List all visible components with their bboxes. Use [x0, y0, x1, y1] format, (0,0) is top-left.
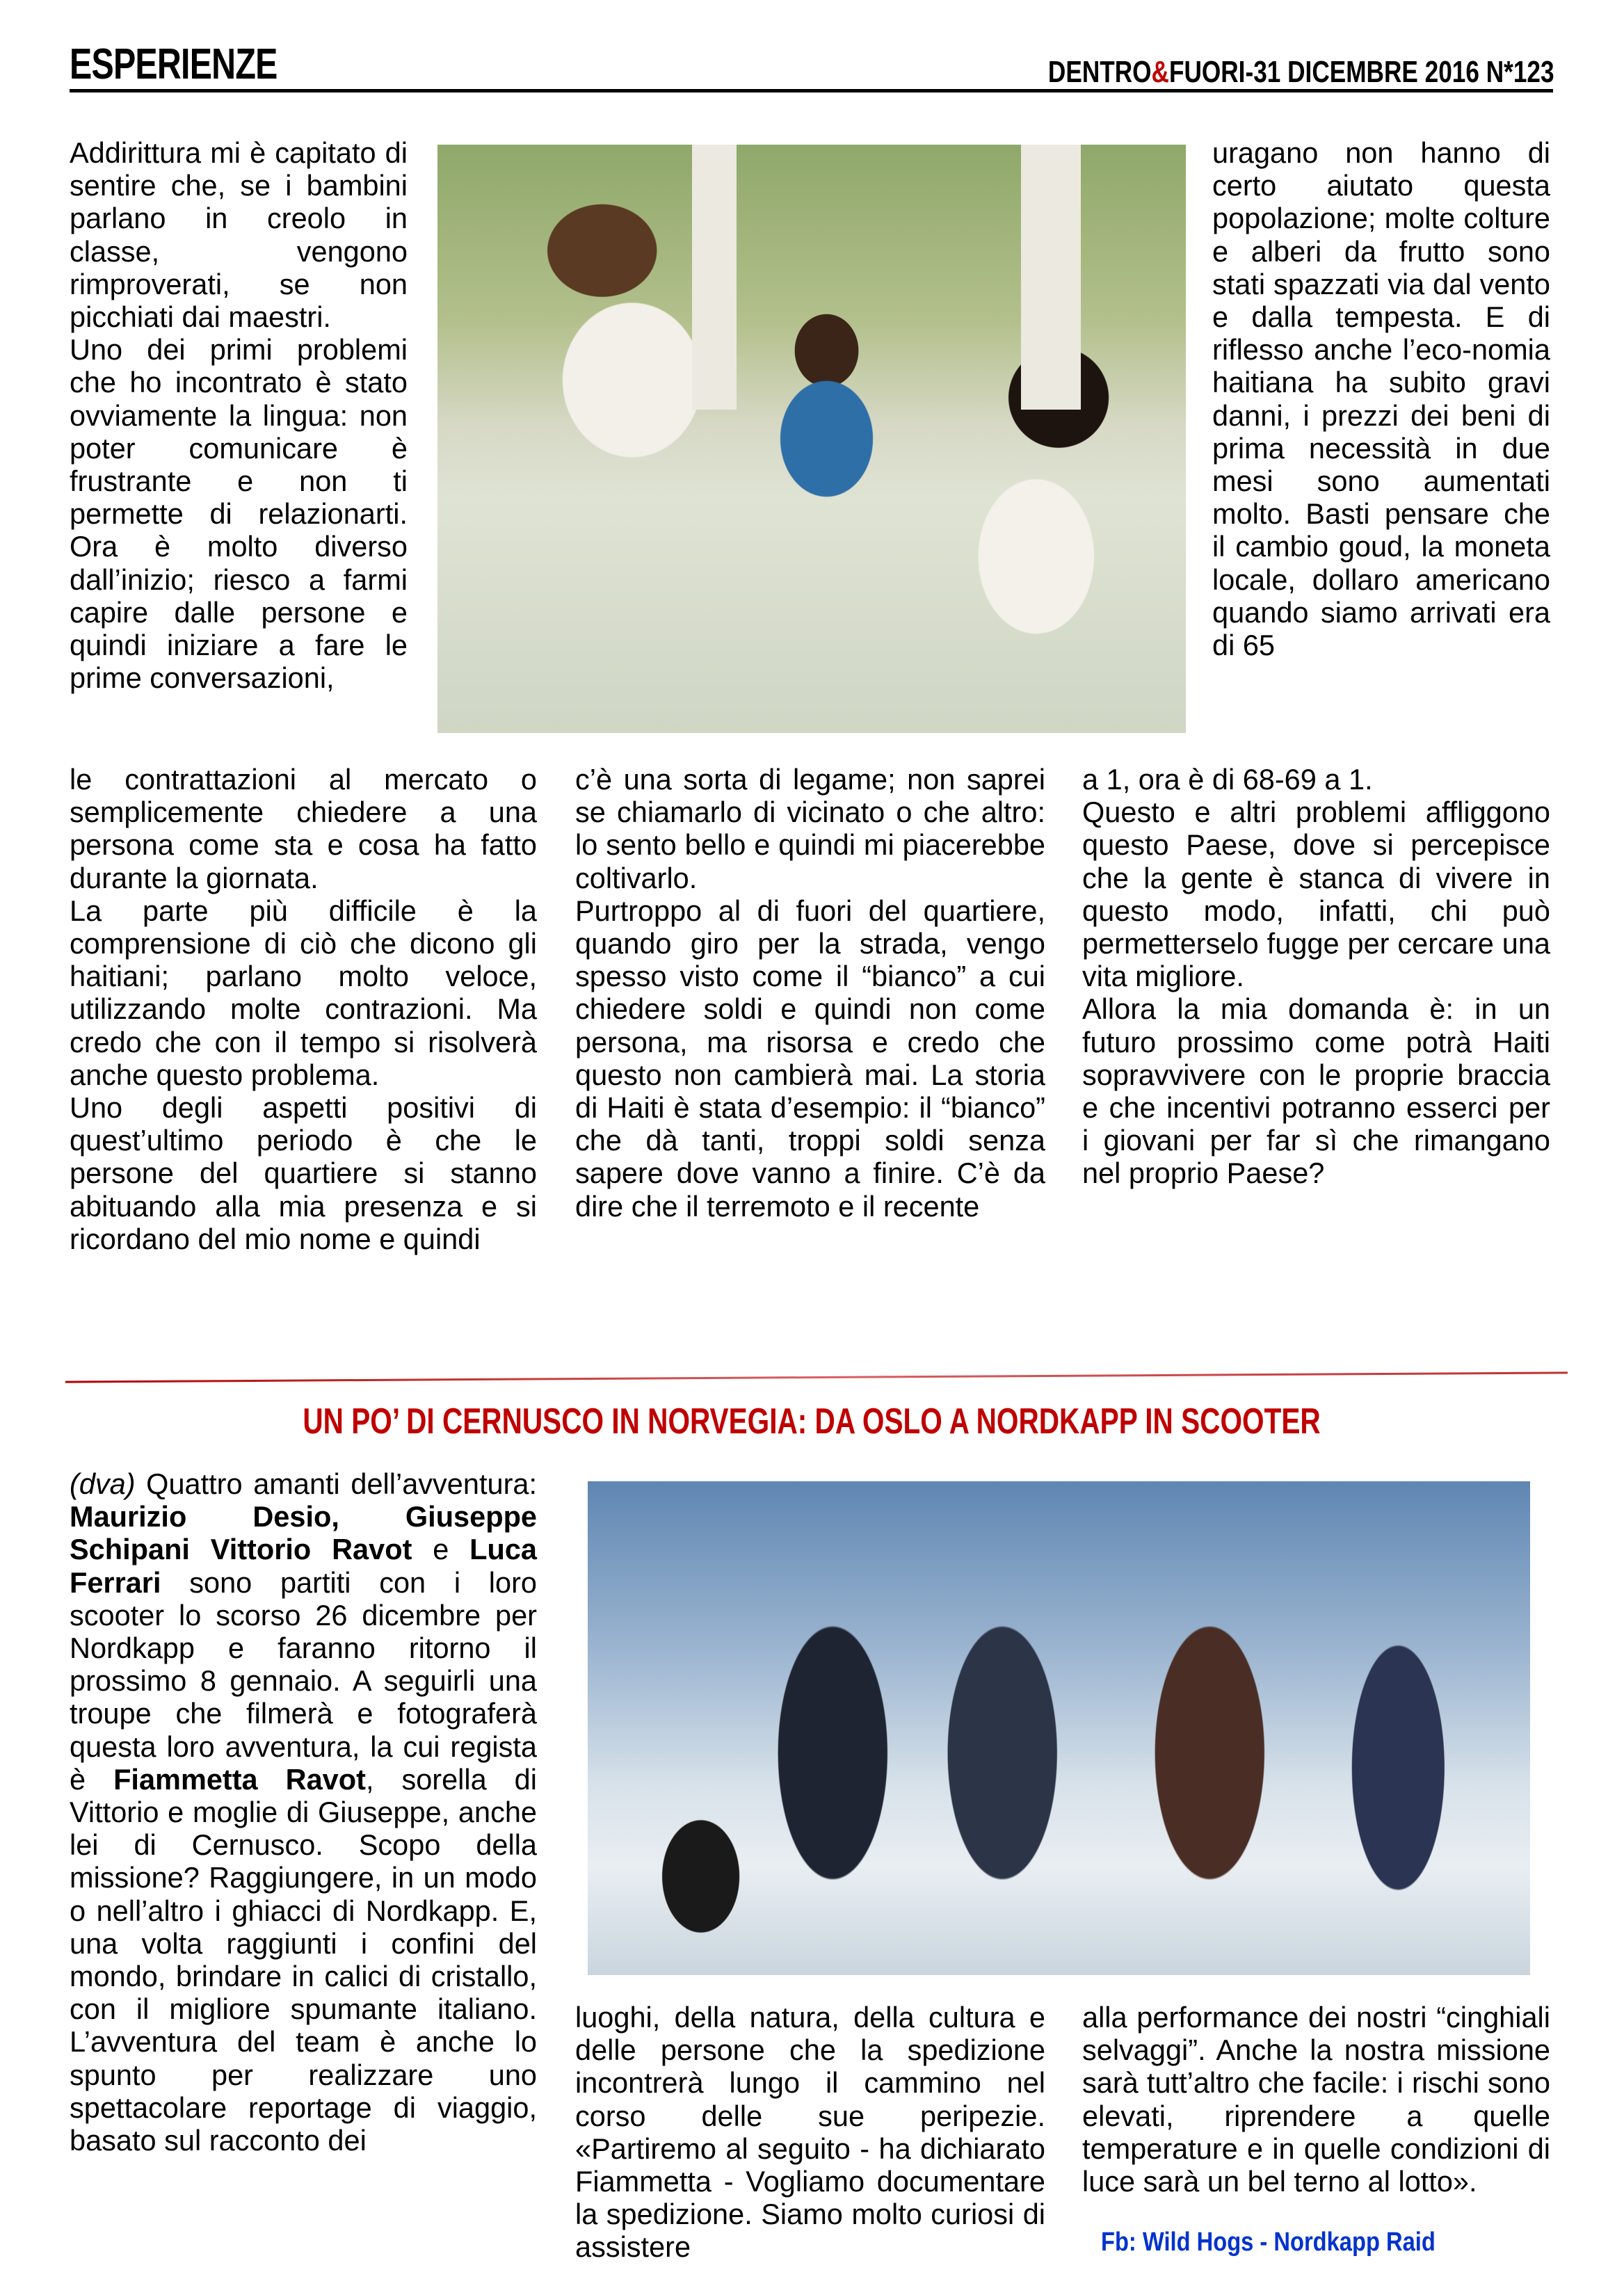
text: Quattro amanti dell’avventura: [135, 1467, 537, 1500]
photo-haiti-children [437, 145, 1186, 733]
article2-col3 [1082, 2001, 1550, 2198]
article1-col2 [575, 763, 1045, 1223]
article1-col3-top [1212, 136, 1550, 661]
article1-col1-top [70, 136, 408, 694]
headline-text: UN PO’ DI CERNUSCO IN NORVEGIA: DA OSLO A NORDKAPP IN SCOOTER [303, 1401, 1321, 1442]
paragraph: Allora la mia domanda è: in un futuro prossimo come potrà Haiti sopravvivere con le proprie braccia e che incentivi potranno esserci per i giovani per far sì che rimangano nel proprio Paese? [1082, 992, 1550, 1190]
paragraph: Addirittura mi è capitato di sentire che, se i bambini parlano in creolo in classe, vengono rimproverati, se non picchiati dai maestri. [70, 136, 408, 334]
paragraph: uragano non hanno di certo aiutato questa popolazione; molte colture e alberi da frutto sono stati spazzati via dal vento e dalla tempesta. E di riflesso anche l’eco-nomia haitiana ha subito gravi danni, i prezzi dei beni di prima necessità in due mesi sono aumentati molto. Basti pensare che il cambio goud, la moneta locale, dollaro americano quando siamo arrivati era di 65 [1212, 136, 1550, 662]
issue-ampersand: & [1151, 55, 1170, 89]
photo-pillar [1021, 145, 1081, 410]
names-bold: Luca Ferrari [70, 1533, 537, 1599]
byline: (dva) [70, 1467, 136, 1500]
article2-col1 [70, 1467, 537, 2157]
text: , sorella di Vittorio e moglie di Giuseppe, anche lei di Cernusco. Scopo della missione? Raggiungere, in un modo o nell’altro i ghiacci di Nordkapp. E, una volta raggiunti i confini del mondo, brindare in calici di cristallo, con il migliore spumante italiano. L’avventura del team è anche lo spunto per realizzare uno spettacolare reportage di viaggio, basato sul racconto dei [70, 1762, 537, 2157]
header-rule [70, 89, 1553, 92]
article2-headline [0, 1403, 1624, 1440]
paragraph: luoghi, della natura, della cultura e delle persone che la spedizione incontrerà lungo il cammino nel corso delle sue peripezie. «Partiremo al seguito - ha dichiarato Fiammetta - Vogliamo documentare la spedizione. Siamo molto curiosi di assistere [575, 2001, 1045, 2264]
article1-col3-bottom [1082, 763, 1550, 1190]
issue-prefix: DENTRO [1048, 55, 1152, 89]
paragraph: c’è una sorta di legame; non saprei se chiamarlo di vicinato o che altro: lo sento bello e quindi mi piacerebbe coltivarlo. [575, 763, 1045, 894]
section-title: ESPERIENZE [70, 40, 278, 88]
text: sono partiti con i loro scooter lo scorso 26 dicembre per Nordkapp e faranno ritorno il prossimo 8 gennaio. A seguirli una troupe che filmerà e fotograferà questa loro avventura, la cui regista è [70, 1565, 537, 1796]
names-bold: Maurizio Desio, Giuseppe Schipani Vittorio Ravot [70, 1500, 537, 1566]
paragraph: le contrattazioni al mercato o semplicemente chiedere a una persona come sta e cosa ha fatto durante la giornata. [70, 763, 537, 894]
issue-suffix: FUORI-31 DICEMBRE 2016 N*123 [1169, 55, 1554, 89]
text: e [412, 1533, 470, 1566]
section-divider [65, 1371, 1568, 1383]
paragraph: Purtroppo al di fuori del quartiere, quando giro per la strada, vengo spesso visto come il “bianco” a cui chiedere soldi e quindi non come persona, ma risorsa e credo che questo non cambierà mai. La storia di Haiti è stata d’esempio: il “bianco” che dà tanti, troppi soldi senza sapere dove vanno a finire. C’è da dire che il terremoto e il recente [575, 894, 1045, 1223]
paragraph: alla performance dei nostri “cinghiali selvaggi”. Anche la nostra missione sarà tutt’altro che facile: i rischi sono elevati, riprendere a quelle temperature e in quelle condizioni di luce sarà un bel terno al lotto». [1082, 2001, 1550, 2198]
facebook-link[interactable]: Fb: Wild Hogs - Nordkapp Raid [1101, 2228, 1436, 2257]
paragraph [70, 1467, 537, 2157]
article1-col1-bottom [70, 763, 537, 1255]
paragraph: Uno dei primi problemi che ho incontrato è stato ovviamente la lingua: non poter comunicare è frustrante e non ti permette di relazionarti. Ora è molto diverso dall’inizio; riesco a farmi capire dalle persone e quindi iniziare a fare le prime conversazioni, [70, 333, 408, 695]
photo-pillar [692, 145, 737, 410]
paragraph: Uno degli aspetti positivi di quest’ultimo periodo è che le persone del quartiere si stanno abituando alla mia presenza e si ricordano del mio nome e quindi [70, 1091, 537, 1255]
paragraph: a 1, ora è di 68-69 a 1. [1082, 763, 1373, 796]
article2-col2 [575, 2001, 1045, 2264]
issue-info [1048, 57, 1554, 88]
paragraph: La parte più difficile è la comprensione di ciò che dicono gli haitiani; parlano molto veloce, utilizzando molte contrazioni. Ma credo che con il tempo si risolverà anche questo problema. [70, 894, 537, 1091]
paragraph: Questo e altri problemi affliggono questo Paese, dove si percepisce che la gente è stanca di vivere in questo modo, infatti, chi può permetterselo fugge per cercare una vita migliore. [1082, 796, 1550, 993]
names-bold: Fiammetta Ravot [113, 1762, 366, 1796]
photo-nordkapp-team [588, 1481, 1530, 1975]
